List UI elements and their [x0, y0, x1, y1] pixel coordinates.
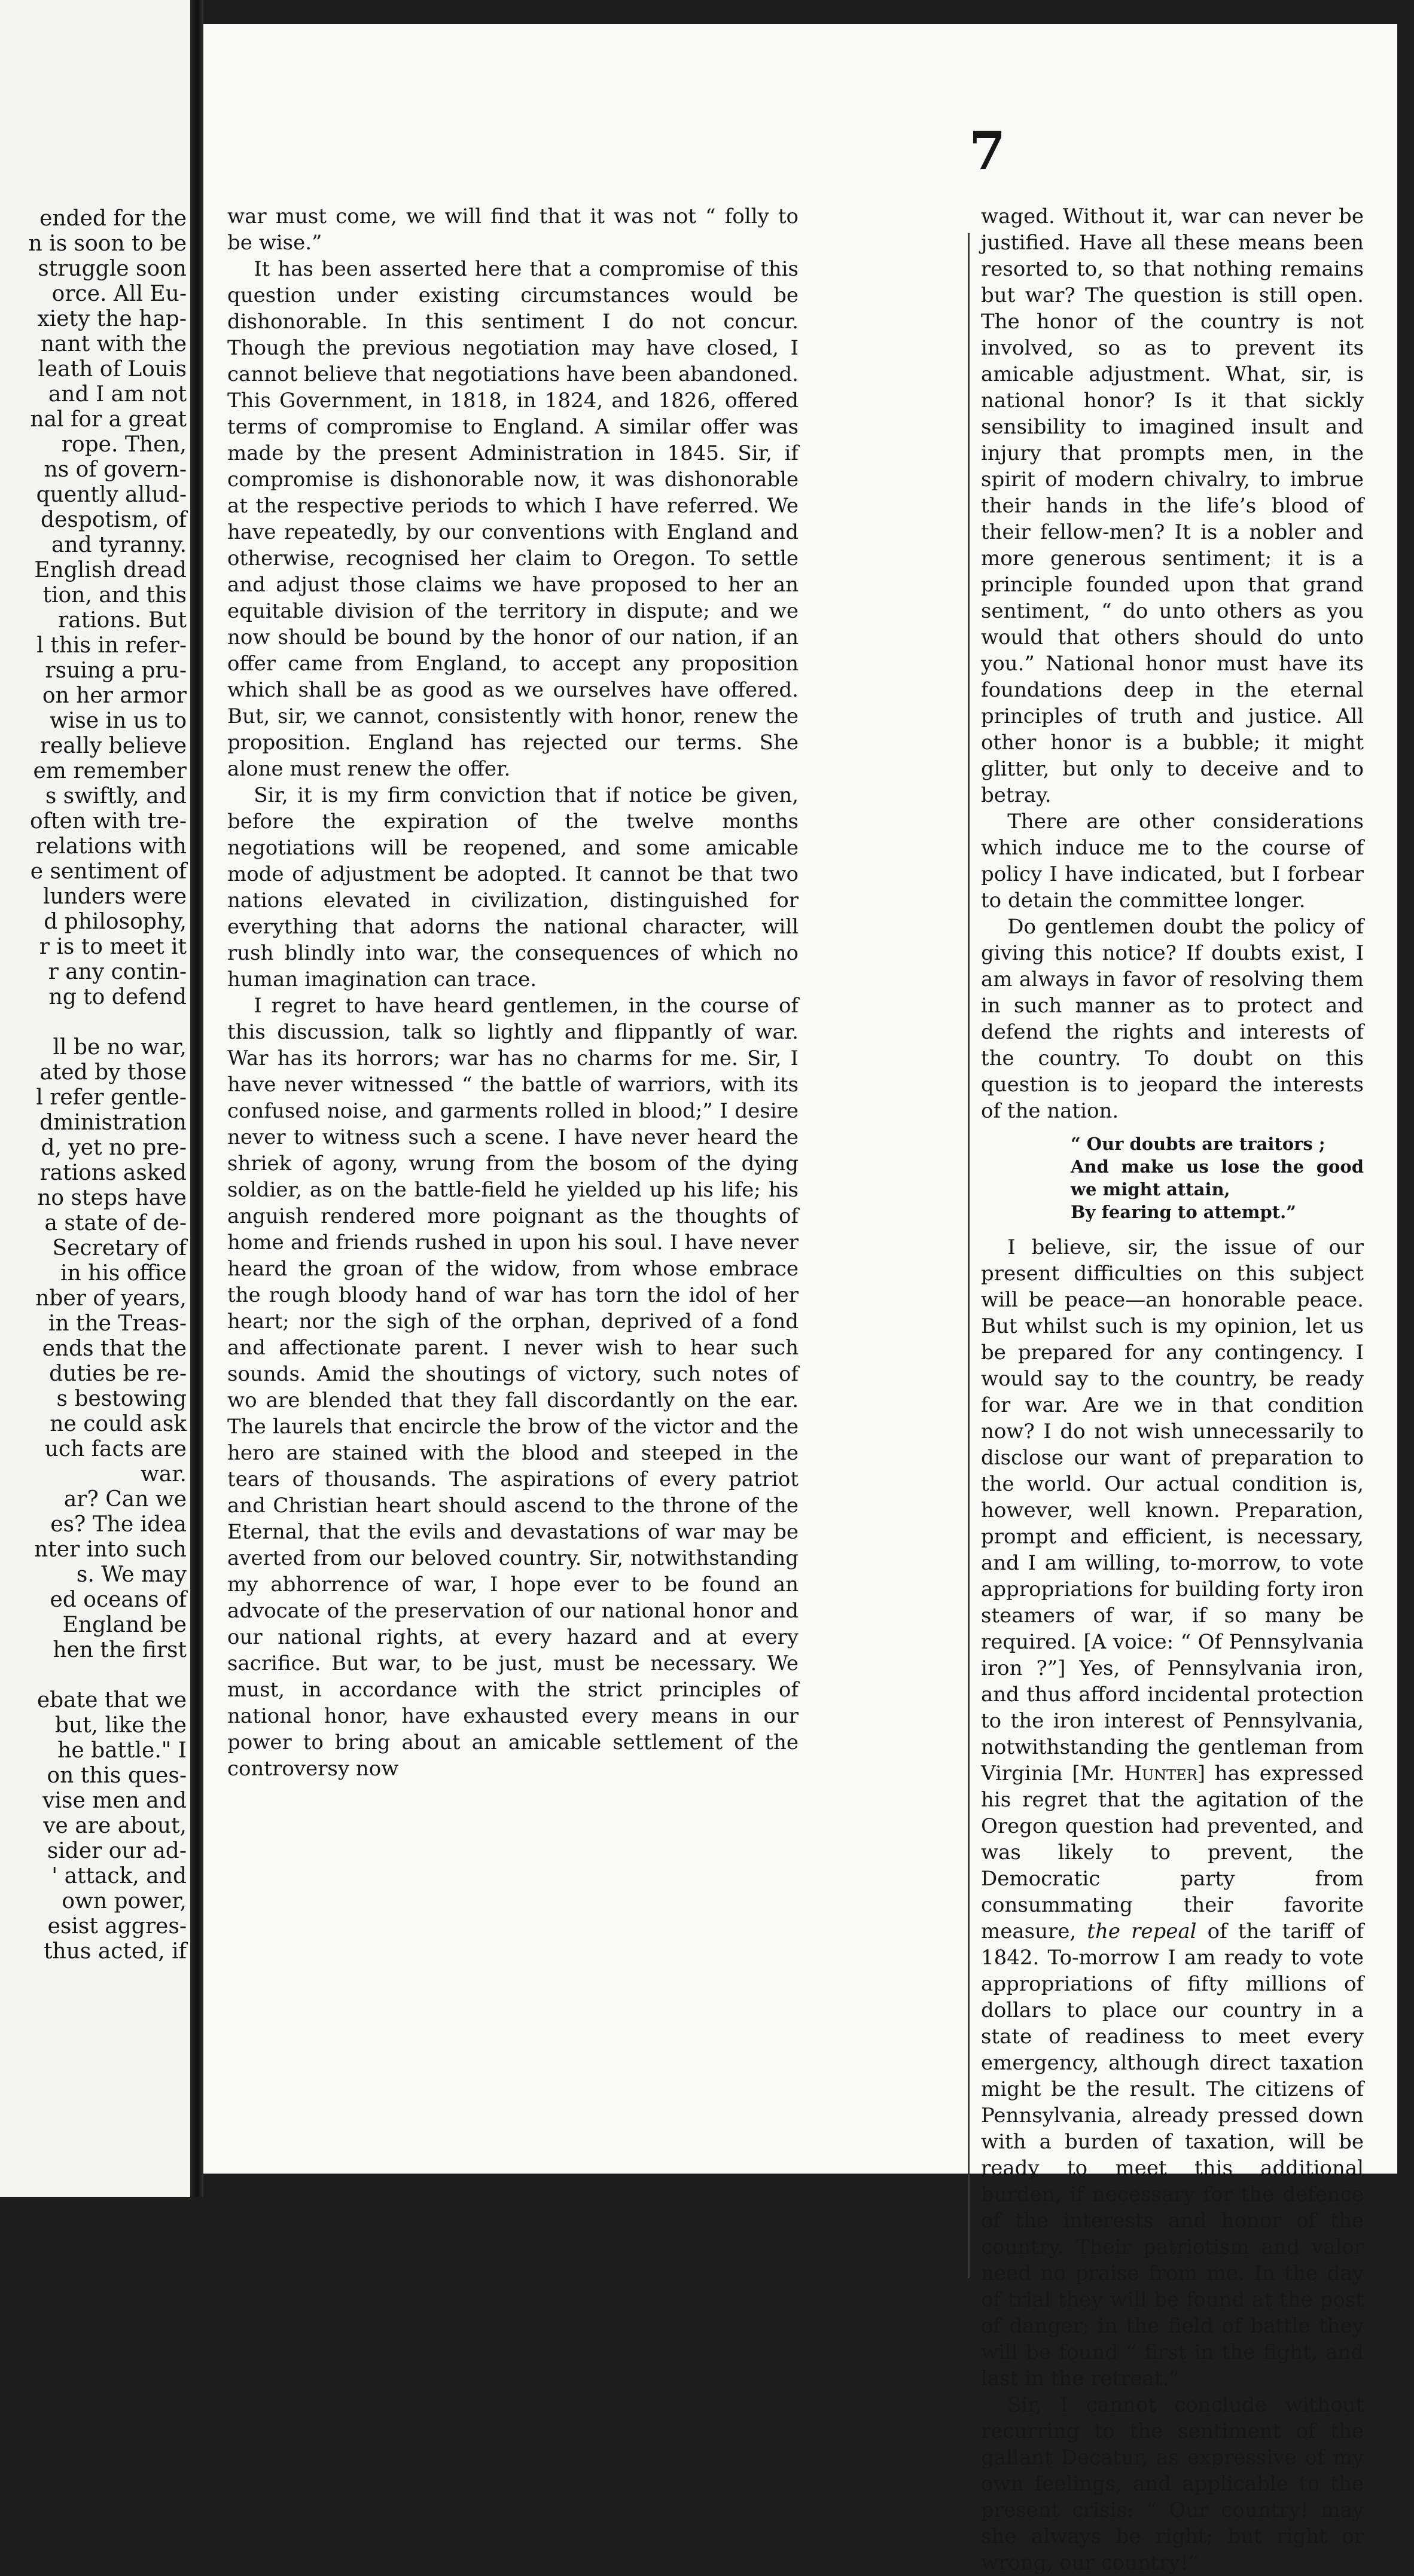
right-page — [203, 24, 1397, 2575]
left-fragment-line — [0, 1663, 187, 1688]
left-fragment-line: but, like the — [54, 1713, 187, 1738]
left-fragment-line: rope. Then, — [61, 432, 187, 457]
left-fragment-line: wise in us to — [50, 709, 187, 733]
left-fragment-line: he battle." I — [57, 1738, 187, 1763]
left-fragment-line: and tyranny. — [51, 533, 187, 557]
verse-line: And make us lose the good we might attain, — [1071, 1156, 1364, 1200]
left-fragment-line: ends that the — [42, 1336, 187, 1361]
left-fragment-line: ed oceans of — [50, 1588, 187, 1612]
left-fragment-line: no steps have — [37, 1186, 187, 1210]
left-fragment-line — [0, 1010, 187, 1035]
left-fragment-line: a state of de- — [44, 1211, 187, 1235]
left-fragment-line: rsuing a pru- — [45, 658, 187, 683]
left-fragment-line: and I am not — [48, 382, 187, 407]
left-fragment-line: d philosophy, — [44, 909, 187, 934]
left-fragment-line: ended for the — [39, 206, 187, 231]
paragraph: waged. Without it, war can never be justified. Have all these means been resorted to, so that nothing remains but war? The question is still open. The honor of the country is not involved, so as to prevent its amicable adjustment. What, sir, is national honor? Is it that sickly sensibility to imagined insult and injury that prompts men, in the spirit of modern chivalry, to imbrue their hands in the life’s blood of their fellow-men? It is a nobler and more generous sentiment; it is a principle founded upon that grand sentiment, “ do unto others as you would that others should do unto you.” National honor must have its foundations deep in the eternal principles of truth and justice. All other honor is a bubble; it might glitter, but only to deceive and to betray. — [981, 205, 1364, 807]
left-fragment-line: nant with the — [40, 332, 187, 356]
book-gutter — [190, 0, 203, 2197]
left-fragment-line: England be — [62, 1613, 187, 1637]
text-column-right — [981, 203, 1364, 2576]
emphasis: the repeal — [1087, 1919, 1197, 1943]
left-fragment-line: r any contin- — [48, 960, 187, 984]
paragraph: Do gentlemen doubt the policy of giving this notice? If doubts exist, I am always in favor of resolving them in such manner as to protect and defend the rights and interests of the country. To doubt on this question is to jeopard the interests of the nation. — [981, 915, 1364, 1123]
left-fragment-line: war. — [141, 1462, 187, 1487]
page-number: 7 — [969, 120, 1006, 182]
left-fragment-line: in the Treas- — [48, 1311, 187, 1336]
left-fragment-line: xiety the hap- — [37, 307, 187, 331]
left-fragment-line: n is soon to be — [28, 231, 187, 256]
left-fragment-line: Secretary of — [52, 1236, 187, 1260]
left-fragment-line: nter into such — [34, 1537, 187, 1562]
text-run: I believe, sir, the issue of our present difficulties on this subject will be peace—an honorable peace. But whilst such is my opinion, let us be prepared for any contingency. I would say to the country, be ready for war. Are we in that condition now? I do not wish unnecessarily to disclose our want of preparation to the world. Our actual condition is, however, well known. Preparation, prompt and efficient, is necessary, and I am willing, to-morrow, to vote appropriations for building forty iron steamers of war, if so many be required. [A voice: “ Of Pennsylvania iron ?”] Yes, of Pennsylvania iron, and thus afford incidental protection to the iron interest of Pennsylvania, notwithstanding the gentleman from Virginia [Mr. — [981, 1235, 1364, 1786]
left-fragment-line: uch facts are — [44, 1437, 187, 1461]
left-fragment-line: ebate that we — [36, 1688, 187, 1713]
left-fragment-line: in his office — [60, 1261, 187, 1286]
left-fragment-line: English dread — [34, 558, 187, 582]
left-fragment-line: often with tre- — [30, 809, 187, 834]
left-fragment-line: orce. All Eu- — [51, 282, 187, 306]
left-fragment-line: ng to defend — [48, 985, 187, 1009]
speaker-name: Hunter — [1124, 1762, 1197, 1786]
text-column-left — [227, 203, 799, 1782]
left-fragment-line: l this in refer- — [36, 633, 187, 658]
left-fragment-line: tion, and this — [42, 583, 187, 608]
left-fragment-line: on this ques- — [47, 1763, 187, 1788]
left-fragment-line: ll be no war, — [53, 1035, 187, 1060]
left-fragment-line: dministration — [39, 1110, 187, 1135]
left-fragment-line: ve are about, — [43, 1814, 187, 1838]
paragraph — [981, 1234, 1364, 2392]
left-fragment-line: s bestowing — [56, 1387, 187, 1411]
left-fragment-line: nber of years, — [35, 1286, 187, 1311]
left-fragment-line: quently allud- — [36, 483, 187, 507]
left-fragment-line: rations asked — [39, 1161, 187, 1185]
left-fragment-line: ated by those — [39, 1060, 187, 1085]
paragraph: I regret to have heard gentlemen, in the course of this discussion, talk so lightly and flippantly of war. War has its horrors; war has no charms for me. Sir, I have never witnessed “ the battle of warriors, with its confused noise, and garments rolled in blood;” I desire never to witness such a scene. I have never heard the shriek of agony, wrung from the bosom of the dying soldier, as on the battle-field he yielded up his life; his anguish rendered more poignant as the thoughts of home and friends rushed in upon his soul. I have never heard the groan of the widow, from whose embrace the rough bloody hand of war has torn the idol of her heart; nor the sigh of the orphan, deprived of a fond and affectionate parent. I never wish to hear such sounds. Amid the shoutings of victory, such notes of wo are blended that they fall discordantly on the ear. The laurels that encircle the brow of the victor and the hero are stained with the blood and steeped in the tears of thousands. The aspirations of every patriot and Christian heart should ascend to the throne of the Eternal, that the evils and devastations of war may be averted from our beloved country. Sir, notwithstanding my abhorrence of war, I hope ever to be found an advocate of the preservation of our national honor and our national rights, at every hazard and at every sacrifice. But war, to be just, must be necessary. We must, in accordance with the strict principles of national honor, have exhausted every means in our power to bring about an amicable settlement of the controversy now — [227, 994, 799, 1781]
left-fragment-line: l refer gentle- — [36, 1085, 187, 1110]
left-fragment-line: really believe — [39, 734, 187, 758]
left-fragment-line: hen the first — [53, 1638, 187, 1662]
verse-line: “ Our doubts are traitors ; — [1071, 1134, 1325, 1154]
left-fragment-line: nal for a great — [30, 407, 187, 432]
left-fragment-line: sider our ad- — [47, 1839, 187, 1863]
left-fragment-line: own power, — [62, 1889, 187, 1913]
left-fragment-line: relations with — [35, 834, 187, 859]
left-fragment-line: rations. But — [58, 608, 187, 633]
left-fragment-line: leath of Louis — [38, 357, 187, 381]
left-fragment-line: ns of govern- — [44, 457, 187, 482]
paragraph: Sir, I cannot conclude without recurring to the sentiment of the gallant Decatur, as expressive of my own feelings, and applicable to the present crisis: “ Our country! may she always be right; but right or wrong, our country!” — [981, 2393, 1364, 2575]
left-fragment-line: vise men and — [42, 1788, 187, 1813]
paragraph: It has been asserted here that a compromise of this question under existing circumstances would be dishonorable. In this sentiment I do not concur. Though the previous negotiation may have closed, I cannot believe that negotiations have been abandoned. This Government, in 1818, in 1824, and 1826, offered terms of compromise to England. A similar offer was made by the present Administration in 1845. Sir, if compromise is dishonorable now, it was dishonorable at the respective periods to which I have referred. We have repeatedly, by our conventions with England and otherwise, recognised her claim to Oregon. To settle and adjust those claims we have proposed to her an equitable division of the territory in dispute; and we now should be bound by the honor of our nation, if an offer came from England, to accept any proposition which shall be as good as we ourselves have offered. But, sir, we cannot, consistently with honor, renew the proposition. England has rejected our terms. She alone must renew the offer. — [227, 257, 799, 781]
left-fragment-line: struggle soon — [38, 257, 187, 281]
left-fragment-line: em remember — [33, 759, 187, 783]
left-fragment-line: s. We may — [76, 1562, 187, 1587]
verse-quotation — [1071, 1133, 1364, 1223]
left-fragment-line: r is to meet it — [39, 935, 187, 959]
left-fragment-line: on her armor — [42, 683, 187, 708]
left-fragment-line: ne could ask — [50, 1412, 187, 1436]
left-page-edge — [0, 0, 190, 2197]
paragraph: Sir, it is my firm conviction that if notice be given, before the expiration of the twelve months negotiations will be reopened, and some amicable mode of adjustment be adopted. It cannot be that two nations elevated in civilization, distinguished for everything that adorns the national character, will rush blindly into war, the consequences of which no human imagination can trace. — [227, 783, 799, 991]
left-fragment-line: esist aggres- — [47, 1914, 187, 1939]
text-run: of the tariff of 1842. To-morrow I am ready to vote appropriations of fifty millions of dollars to place our country in a state of readiness to meet every emergency, although direct taxation might be the result. The citizens of Pennsylvania, already pressed down with a burden of taxation, will be ready to meet this additional burden, if necessary for the defence of the interests and honor of the country. Their patriotism and valor need no praise from me. In the day of trial they will be found at the post of danger; in the field of battle they will be found “ first in the fight, and last in the retreat.” — [981, 1919, 1364, 2391]
left-fragment-line: ' attack, and — [51, 1864, 187, 1888]
left-fragment-line: lunders were — [43, 884, 187, 909]
left-fragment-line: thus acted, if — [44, 1939, 187, 1964]
text-run: ] has expressed his regret that the agitation of the Oregon question had prevented, and was likely to prevent, the Democratic party from consummating their favorite measure, — [981, 1762, 1364, 1943]
paragraph: There are other considerations which induce me to the course of policy I have indicated, but I forbear to detain the committee longer. — [981, 810, 1364, 912]
left-fragment-line: ar? Can we — [63, 1487, 187, 1512]
paragraph: war must come, we will find that it was not “ folly to be wise.” — [227, 205, 799, 255]
left-page-fragments — [0, 206, 187, 1964]
column-rule — [968, 233, 970, 2278]
verse-line: By fearing to attempt.” — [1071, 1202, 1296, 1222]
left-fragment-line: d, yet no pre- — [41, 1136, 187, 1160]
left-fragment-line: despotism, of — [40, 508, 187, 532]
left-fragment-line: duties be re- — [49, 1362, 187, 1386]
left-fragment-line: s swiftly, and — [45, 784, 187, 808]
left-fragment-line: es? The idea — [50, 1512, 187, 1537]
left-fragment-line: e sentiment of — [30, 859, 187, 884]
